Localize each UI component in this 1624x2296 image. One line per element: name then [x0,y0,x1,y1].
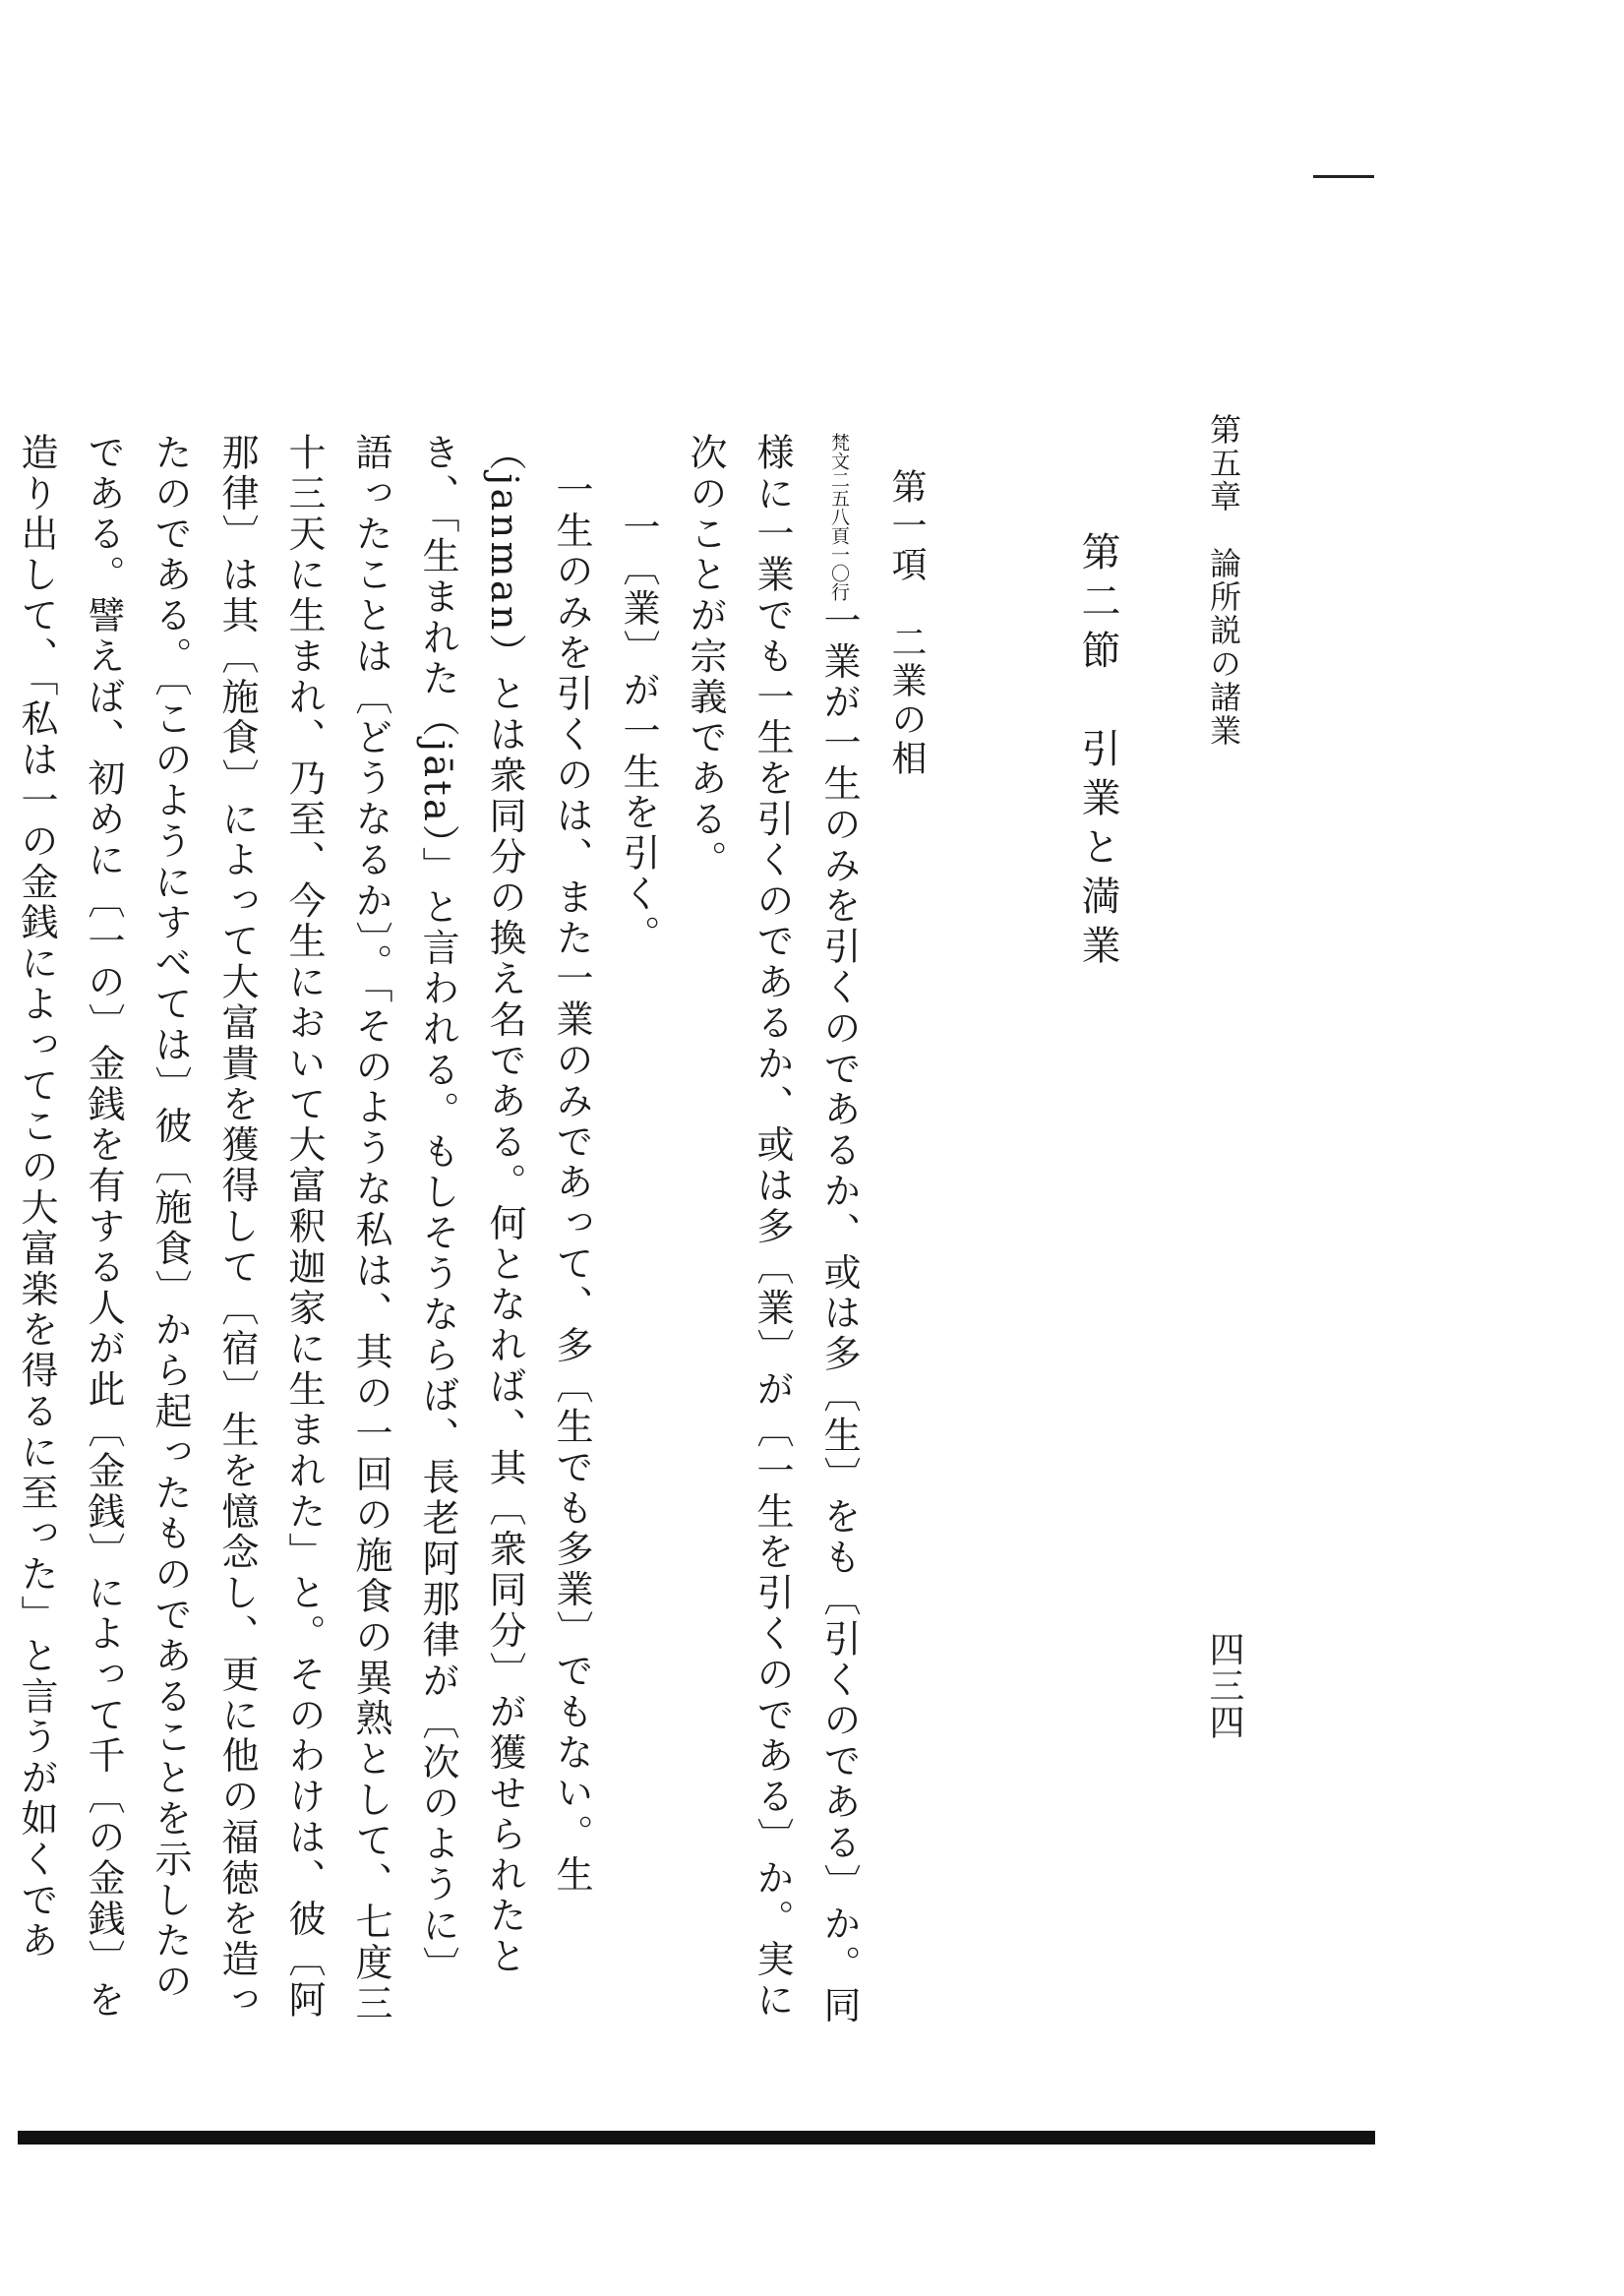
paragraph-1-text: 一業が一生のみを引くのであるか、或は多〔生〕をも〔引くのである〕か。同様に一業でも一生を引くのであるか、或は多〔業〕が〔一生を引くのである〕か。実に次のことが宗義である。 [684,433,861,2026]
page-number: 四三四 [1204,1631,1244,1740]
paragraph-3 [0,433,605,2026]
section-title: 第二節 引業と満業 [1075,531,1120,974]
bottom-scan-bar [18,2131,1375,2145]
subsection-title [872,433,939,2026]
paragraph-3-text: 一生のみを引くのは、また一業のみであって、多〔生でも多業〕でもない。生（janman）とは衆同分の換え名である。何となれば、其〔衆同分〕が獲せられたとき、「生まれた（jāta）」と言われる。もしそうならば、長老阿那律が〔次のように〕語ったことは〔どうなるか〕。「そのような私は、其の一回の施食の異熟として、七度三十三天に生まれ、乃至、今生において大富釈迦家に生まれた」と。そのわけは、彼〔阿那律〕は其〔施食〕によって大富貴を獲得して〔宿〕生を憶念し、更に他の福徳を造ったのである。〔このようにすべては〕彼〔施食〕から起ったものであることを示したのである。譬えば、初めに〔一の〕金銭を有する人が此〔金銭〕によって千〔の金銭〕を造り出して、「私は一の金銭によってこの大富楽を得るに至った」と言うが如くであ [15,433,593,2024]
paragraph-1 [672,433,872,2026]
body-text [15,433,939,2026]
paragraph-thesis-text: 一〔業〕が一生を引く。 [617,508,660,956]
paragraph-thesis [605,433,672,2026]
source-reference-note: 梵文二五八頁一〇行 [828,433,850,601]
top-rule [1313,175,1374,178]
running-head: 第五章 論所説の諸業 [1205,413,1242,748]
subsection-title-text: 第一項 二業の相 [886,468,927,779]
